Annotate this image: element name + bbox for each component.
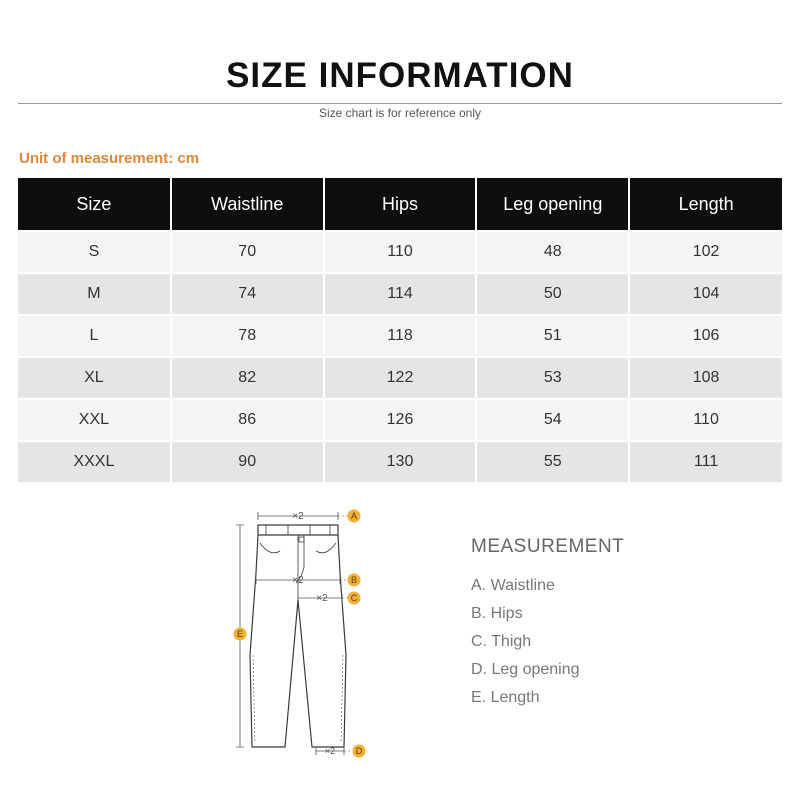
multiplier-label-d: ×2 [324,746,336,756]
table-cell: L [18,315,171,357]
table-cell: 48 [476,231,629,273]
table-row [18,357,782,399]
legend-item-leg-opening: D. Leg opening [471,661,580,678]
legend-item-length: E. Length [471,689,540,706]
table-cell: 82 [171,357,324,399]
column-header-leg-opening: Leg opening [476,178,629,231]
legend-title: MEASUREMENT [471,536,625,557]
marker-a [348,510,361,523]
marker-e-label: E [236,629,244,639]
measurement-lines [236,512,344,755]
measurement-legend [471,536,624,712]
column-header-size: Size [18,178,171,231]
multiplier-label-b: ×2 [292,575,304,586]
reference-note: Size chart is for reference only [318,106,482,120]
legend-item-waistline: A. Waistline [471,577,555,594]
table-header-row [18,178,782,231]
table-cell: 118 [324,315,477,357]
column-header-length: Length [629,178,782,231]
table-cell: 110 [324,231,477,273]
size-table [18,178,782,482]
table-row [18,315,782,357]
table-cell: 51 [476,315,629,357]
table-cell: 86 [171,399,324,441]
marker-d [353,745,366,758]
table-row [18,273,782,315]
table-cell: XXXL [18,441,171,482]
marker-c [348,592,361,605]
table-cell: 102 [629,231,782,273]
table-cell: 104 [629,273,782,315]
table-cell: 50 [476,273,629,315]
table-cell: 55 [476,441,629,482]
table-cell: 108 [629,357,782,399]
table-row [18,399,782,441]
pants-measurement-diagram [228,505,378,765]
table-cell: 130 [324,441,477,482]
column-header-waistline: Waistline [171,178,324,231]
table-cell: 114 [324,273,477,315]
pants-outline [250,525,346,747]
table-row [18,231,782,273]
table-cell: 74 [171,273,324,315]
table-cell: S [18,231,171,273]
marker-b [348,574,361,587]
table-cell: XXL [18,399,171,441]
table-cell: 122 [324,357,477,399]
table-cell: 110 [629,399,782,441]
legend-item-hips: B. Hips [471,605,523,622]
table-cell: 90 [171,441,324,482]
marker-a-label: A [350,511,358,521]
table-cell: 70 [171,231,324,273]
table-cell: 54 [476,399,629,441]
legend-item-thigh: C. Thigh [471,633,532,650]
multiplier-label-a: ×2 [292,511,304,522]
table-cell: 53 [476,357,629,399]
multiplier-label-c: ×2 [316,593,328,604]
table-row [18,441,782,482]
marker-b-label: B [350,575,358,585]
table-cell: 126 [324,399,477,441]
table-cell: 78 [171,315,324,357]
table-cell: M [18,273,171,315]
unit-label: Unit of measurement: cm [19,150,200,167]
table-cell: 111 [629,441,782,482]
marker-c-label: C [350,593,358,603]
column-header-hips: Hips [324,178,477,231]
title-divider [18,103,782,104]
marker-e [234,628,247,641]
table-cell: 106 [629,315,782,357]
marker-d-label: D [355,746,363,756]
page-title: SIZE INFORMATION [226,56,574,95]
table-cell: XL [18,357,171,399]
